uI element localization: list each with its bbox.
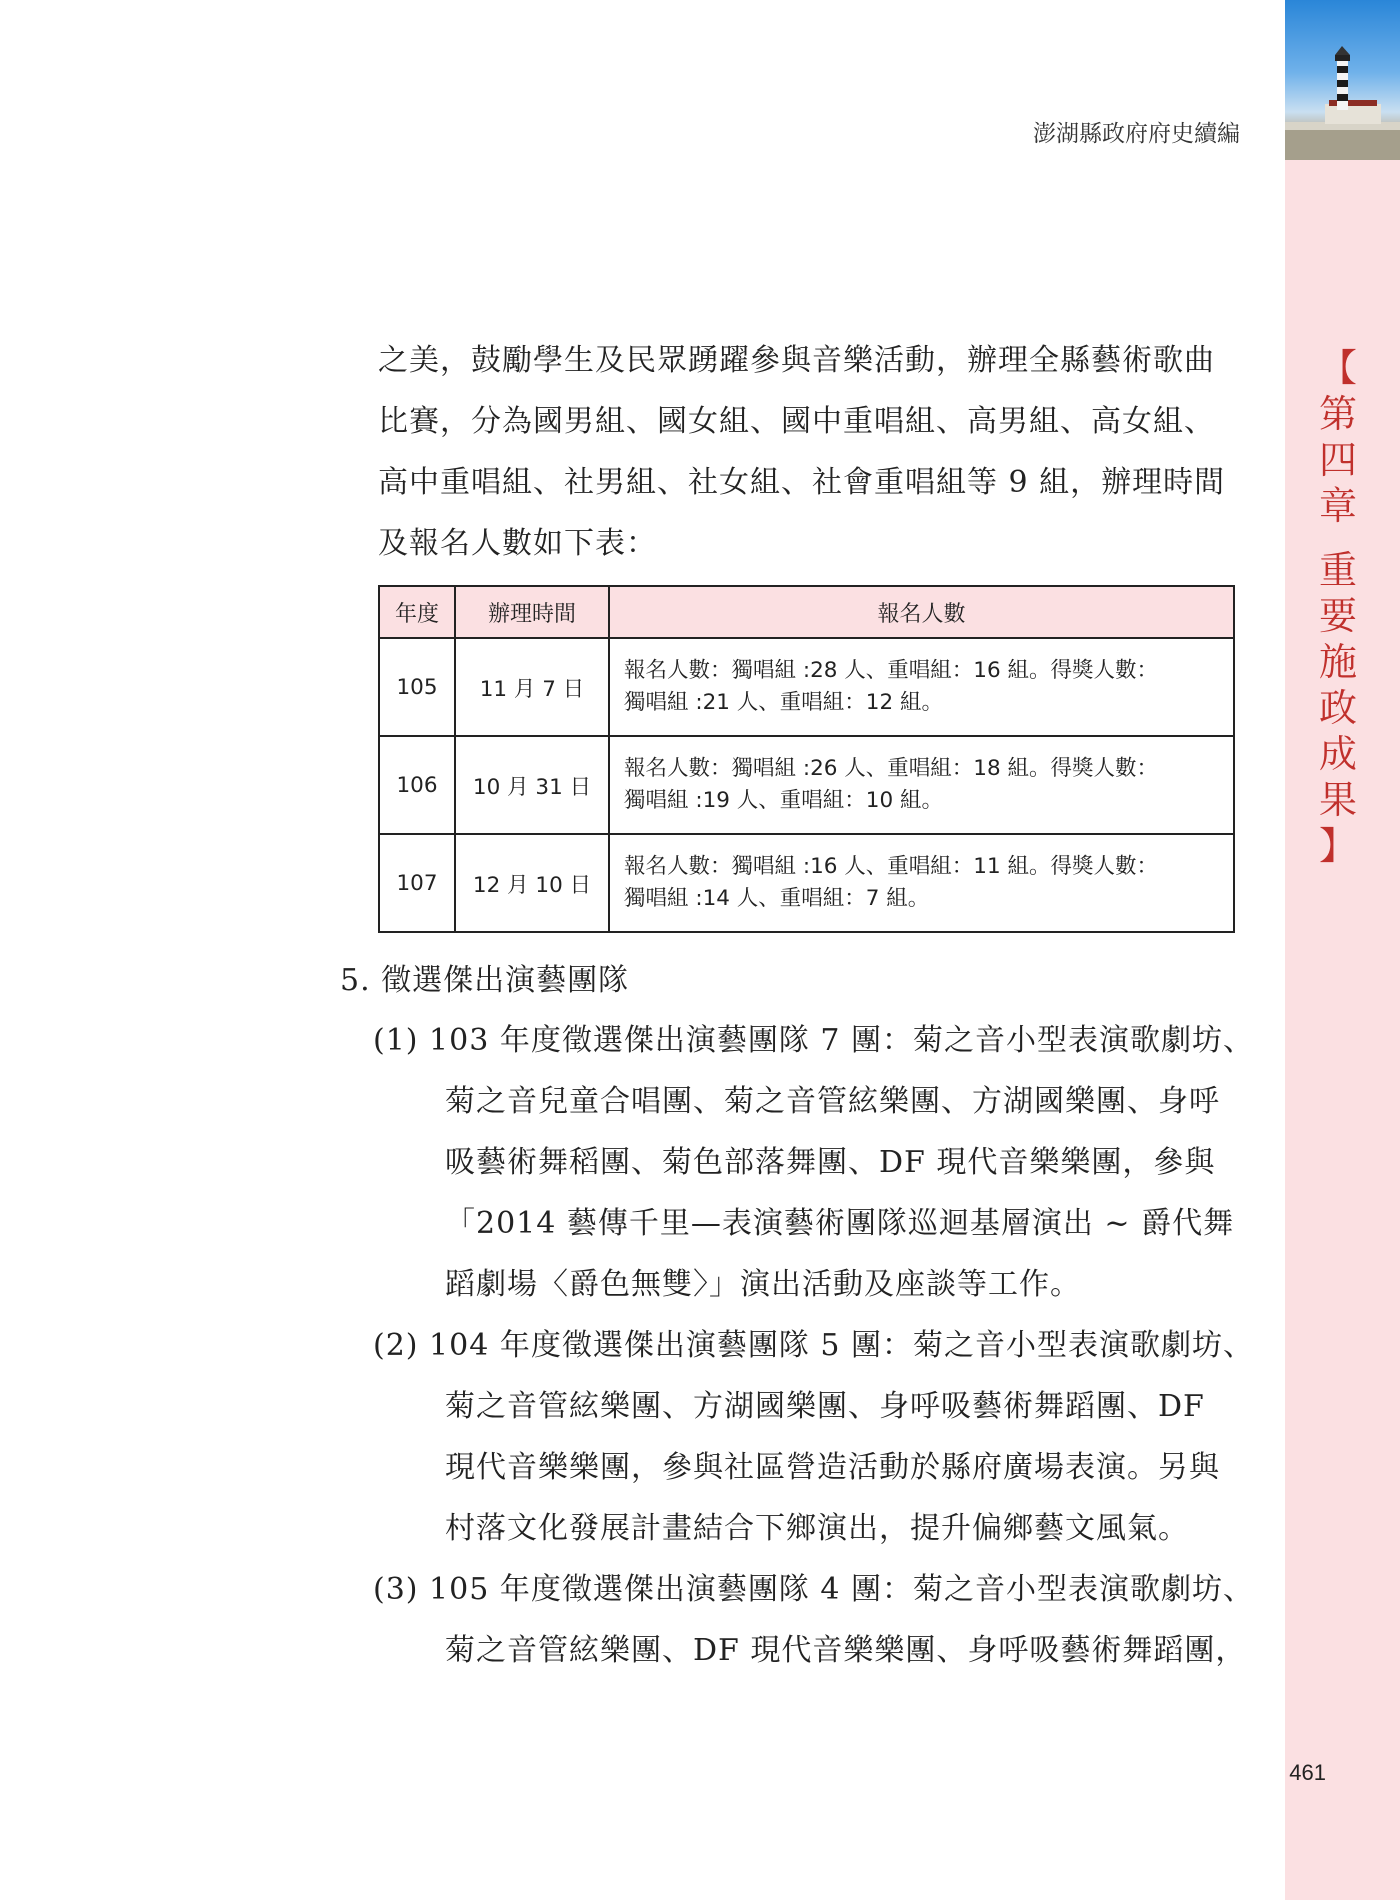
item-line: (2) 104 年度徵選傑出演藝團隊 5 團：菊之音小型表演歌劇坊、: [373, 1328, 1254, 1363]
list-item: [373, 1559, 1254, 1681]
header-date: 辦理時間: [455, 586, 609, 638]
cell-year: 105: [379, 638, 455, 736]
cell-note: [609, 834, 1234, 932]
header-count: 報名人數: [609, 586, 1234, 638]
registration-table: [378, 585, 1235, 933]
body-line: 之美，鼓勵學生及民眾踴躍參與音樂活動，辦理全縣藝術歌曲: [378, 343, 1215, 378]
chapter-char: 果: [1318, 778, 1357, 822]
item-line: 菊之音管絃樂團、方湖國樂團、身呼吸藝術舞蹈團、DF: [445, 1389, 1205, 1424]
running-header: 澎湖縣政府府史續編: [1033, 121, 1240, 147]
cell-date: 12 月 10 日: [455, 834, 609, 932]
cell-note: [609, 638, 1234, 736]
chapter-char: 第: [1318, 392, 1357, 436]
chapter-char: 施: [1318, 640, 1357, 684]
cell-note: [609, 736, 1234, 834]
cell-year: 107: [379, 834, 455, 932]
table-header-row: [379, 586, 1234, 638]
item-line: 蹈劇場〈爵色無雙〉」演出活動及座談等工作。: [445, 1267, 1081, 1302]
item-line: 菊之音管絃樂團、DF 現代音樂樂團、身呼吸藝術舞蹈團，: [445, 1633, 1247, 1668]
chapter-char: 四: [1318, 438, 1357, 482]
chapter-char: 要: [1318, 594, 1357, 638]
section-title: 5. 徵選傑出演藝團隊: [340, 963, 630, 998]
cell-year: 106: [379, 736, 455, 834]
body-line: 及報名人數如下表：: [378, 526, 657, 561]
cell-date: 11 月 7 日: [455, 638, 609, 736]
table-row: [379, 834, 1234, 932]
note-line: 獨唱組 :14 人、重唱組：7 組。: [624, 886, 930, 911]
lighthouse-icon: [1285, 0, 1400, 160]
chapter-char: 政: [1318, 686, 1357, 730]
chapter-char: [1308, 529, 1368, 547]
chapter-char: 成: [1318, 732, 1357, 776]
note-line: 報名人數：獨唱組 :16 人、重唱組：11 組。得獎人數：: [624, 854, 1158, 879]
chapter-label: [1308, 345, 1368, 869]
note-line: 報名人數：獨唱組 :26 人、重唱組：18 組。得獎人數：: [624, 756, 1158, 781]
side-strip: [1285, 0, 1400, 1900]
item-line: 「2014 藝傳千里—表演藝術團隊巡迴基層演出 ~ 爵代舞: [445, 1206, 1235, 1241]
chapter-char: 重: [1318, 548, 1357, 592]
cell-date: 10 月 31 日: [455, 736, 609, 834]
body-line: 比賽，分為國男組、國女組、國中重唱組、高男組、高女組、: [378, 404, 1215, 439]
item-line: 菊之音兒童合唱團、菊之音管絃樂團、方湖國樂團、身呼: [445, 1084, 1220, 1119]
section-items: [373, 1010, 1254, 1681]
list-item: [373, 1315, 1254, 1559]
item-line: (1) 103 年度徵選傑出演藝團隊 7 團：菊之音小型表演歌劇坊、: [373, 1023, 1254, 1058]
lighthouse-photo: [1285, 0, 1400, 160]
body-line: 高中重唱組、社男組、社女組、社會重唱組等 9 組，辦理時間: [378, 465, 1226, 500]
chapter-char: 【: [1318, 346, 1357, 390]
header-year: 年度: [379, 586, 455, 638]
item-line: 村落文化發展計畫結合下鄉演出，提升偏鄉藝文風氣。: [445, 1511, 1189, 1546]
chapter-char: 章: [1318, 484, 1357, 528]
list-item: [373, 1010, 1254, 1315]
chapter-char: 】: [1318, 824, 1357, 868]
item-line: 吸藝術舞稻團、菊色部落舞團、DF 現代音樂樂團，參與: [445, 1145, 1216, 1180]
note-line: 報名人數：獨唱組 :28 人、重唱組：16 組。得獎人數：: [624, 658, 1158, 683]
body-paragraph: [378, 330, 1238, 574]
note-line: 獨唱組 :19 人、重唱組：10 組。: [624, 788, 943, 813]
table-row: [379, 736, 1234, 834]
table-row: [379, 638, 1234, 736]
item-line: 現代音樂樂團，參與社區營造活動於縣府廣場表演。另與: [445, 1450, 1220, 1485]
page-number: 461: [1289, 1760, 1326, 1785]
item-line: (3) 105 年度徵選傑出演藝團隊 4 團：菊之音小型表演歌劇坊、: [373, 1572, 1254, 1607]
note-line: 獨唱組 :21 人、重唱組：12 組。: [624, 690, 943, 715]
